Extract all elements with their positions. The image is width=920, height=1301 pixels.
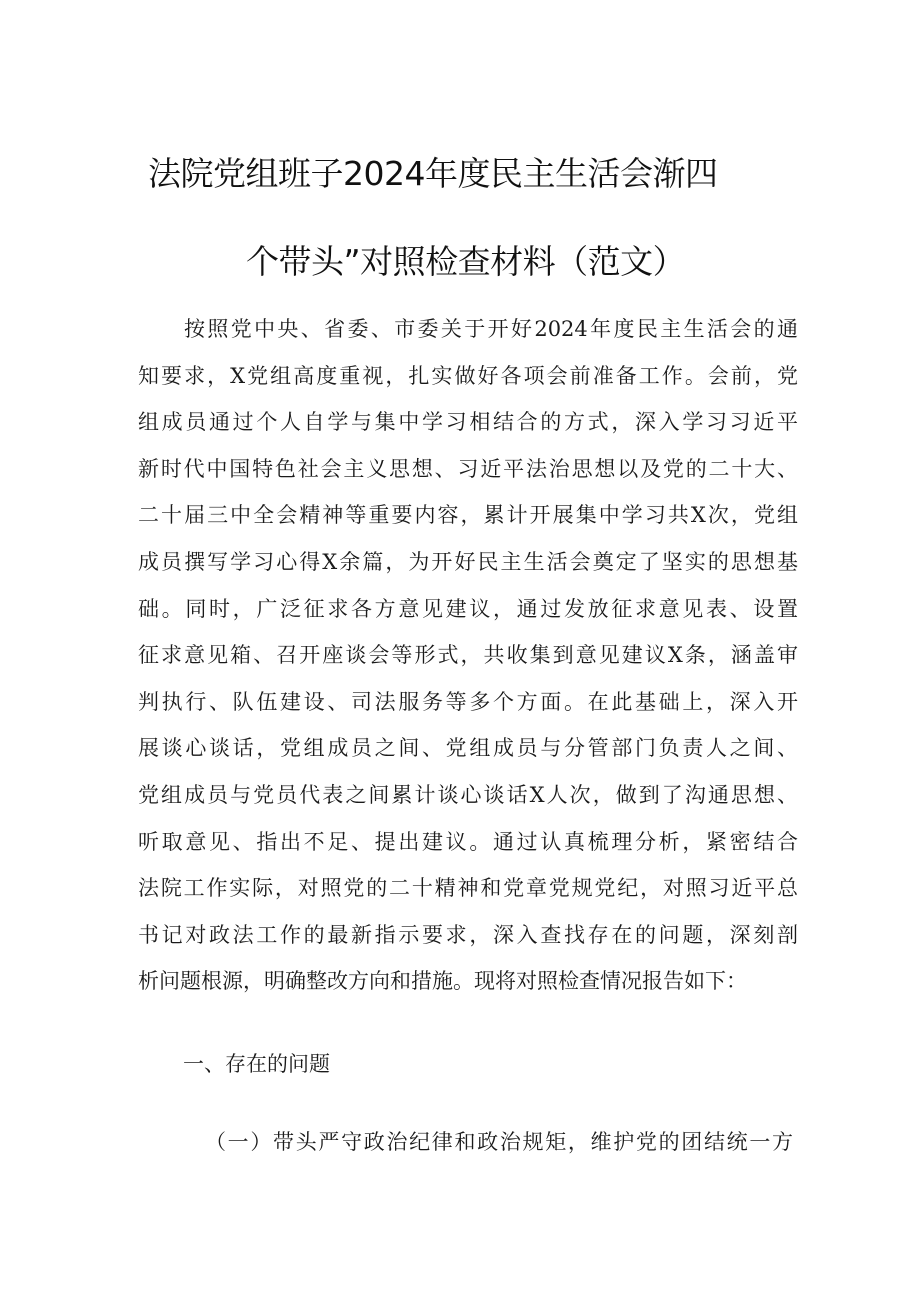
paragraph-line: 组成员通过个人自学与集中学习相结合的方式，深入学习习近平 <box>138 410 798 435</box>
paragraph-line: 书记对政法工作的最新指示要求，深入查找存在的问题，深刻剖 <box>138 922 798 947</box>
paragraph-line: 党组成员与党员代表之间累计谈心谈话X人次，做到了沟通思想、 <box>138 782 798 807</box>
paragraph-line: 判执行、队伍建设、司法服务等多个方面。在此基础上，深入开 <box>138 689 798 714</box>
paragraph-line: 二十届三中全会精神等重要内容，累计开展集中学习共X次，党组 <box>138 503 798 528</box>
paragraph-line: 按照党中央、省委、市委关于开好2024年度民主生活会的通 <box>184 317 798 341</box>
paragraph-line: 析问题根源，明确整改方向和措施。现将对照检查情况报告如下： <box>138 969 747 994</box>
paragraph-line: 法院工作实际，对照党的二十精神和党章党规党纪，对照习近平总 <box>138 876 798 901</box>
intro-paragraph <box>138 306 798 1005</box>
paragraph-line: 征求意见箱、召开座谈会等形式，共收集到意见建议X条，涵盖审 <box>138 643 798 668</box>
paragraph-line: 成员撰写学习心得X余篇，为开好民主生活会奠定了坚实的思想基 <box>138 549 798 574</box>
subsection-heading: （一）带头严守政治纪律和政治规矩，维护党的团结统一方 <box>205 1130 793 1154</box>
document-title-line-1: 法院党组班子2024年度民主生活会渐四 <box>148 154 718 193</box>
paragraph-line: 新时代中国特色社会主义思想、习近平法治思想以及党的二十大、 <box>138 456 798 481</box>
section-heading: 一、存在的问题 <box>183 1052 330 1076</box>
paragraph-line: 知要求，X党组高度重视，扎实做好各项会前准备工作。会前，党 <box>138 363 798 388</box>
paragraph-line: 展谈心谈话，党组成员之间、党组成员与分管部门负责人之间、 <box>138 736 798 761</box>
paragraph-line: 础。同时，广泛征求各方意见建议，通过发放征求意见表、设置 <box>138 596 798 621</box>
document-title-line-2: 个带头”对照检查材料（范文） <box>246 242 686 281</box>
paragraph-line: 听取意见、指出不足、提出建议。通过认真梳理分析，紧密结合 <box>138 829 798 854</box>
